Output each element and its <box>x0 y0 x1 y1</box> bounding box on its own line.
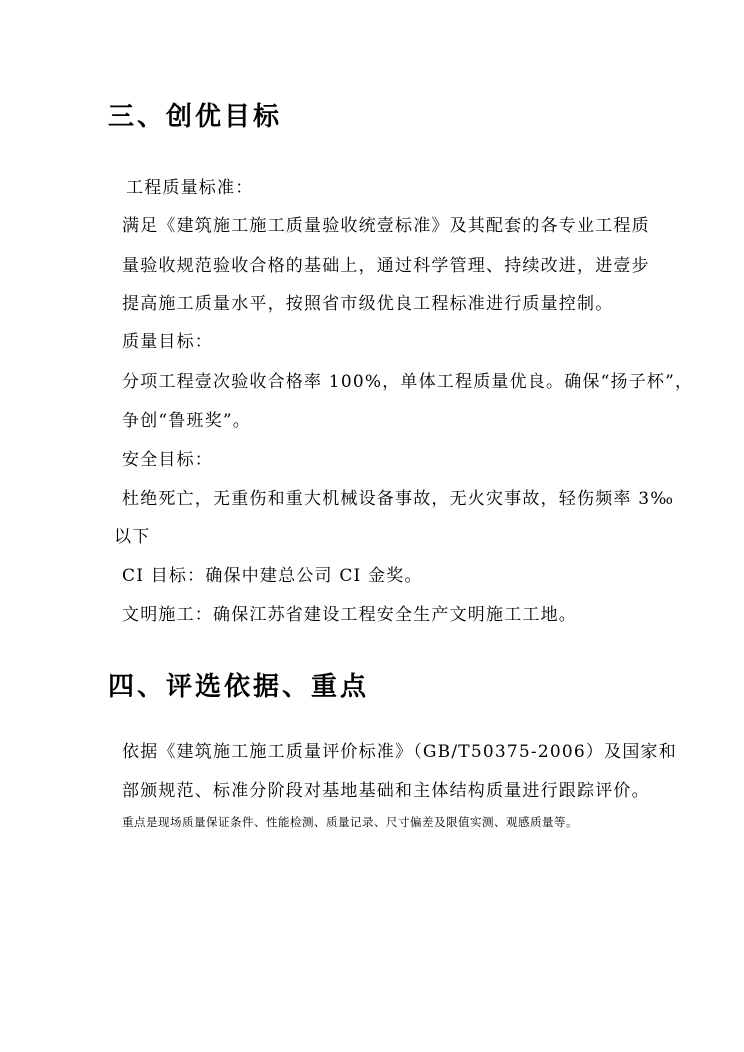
key-points-note: 重点是现场质量保证条件、性能检测、质量记录、尺寸偏差及限值实测、观感质量等。 <box>122 815 578 829</box>
quality-goal-line-1: 分项工程壹次验收合格率 100%，单体工程质量优良。确保“扬子杯”， <box>122 372 694 392</box>
quality-standard-line-2: 量验收规范验收合格的基础上，通过科学管理、持续改进，进壹步 <box>122 256 650 276</box>
section-3-heading: 三、创优目标 <box>108 102 283 132</box>
quality-standard-line-3: 提高施工质量水平，按照省市级优良工程标准进行质量控制。 <box>122 294 614 314</box>
safety-goal-line-2: 以下 <box>114 527 151 547</box>
civilized-construction-goal: 文明施工：确保江苏省建设工程安全生产文明施工工地。 <box>122 605 577 625</box>
quality-goal-line-2: 争创“鲁班奖”。 <box>122 411 251 431</box>
ci-goal: CI 目标：确保中建总公司 CI 金奖。 <box>122 566 423 586</box>
evaluation-basis-line-2: 部颁规范、标准分阶段对基地基础和主体结构质量进行跟踪评价。 <box>122 781 650 801</box>
quality-standard-label: 工程质量标准： <box>126 178 254 198</box>
section-4-heading: 四、评选依据、重点 <box>108 672 370 702</box>
quality-standard-line-1: 满足《建筑施工施工质量验收统壹标准》及其配套的各专业工程质 <box>122 216 650 236</box>
safety-goal-label: 安全目标： <box>122 450 213 470</box>
evaluation-basis-line-1: 依据《建筑施工施工质量评价标准》（GB/T50375-2006）及国家和 <box>122 742 677 762</box>
quality-goal-label: 质量目标： <box>122 332 213 352</box>
safety-goal-line-1: 杜绝死亡，无重伤和重大机械设备事故，无火灾事故，轻伤频率 3‰ <box>122 489 675 509</box>
